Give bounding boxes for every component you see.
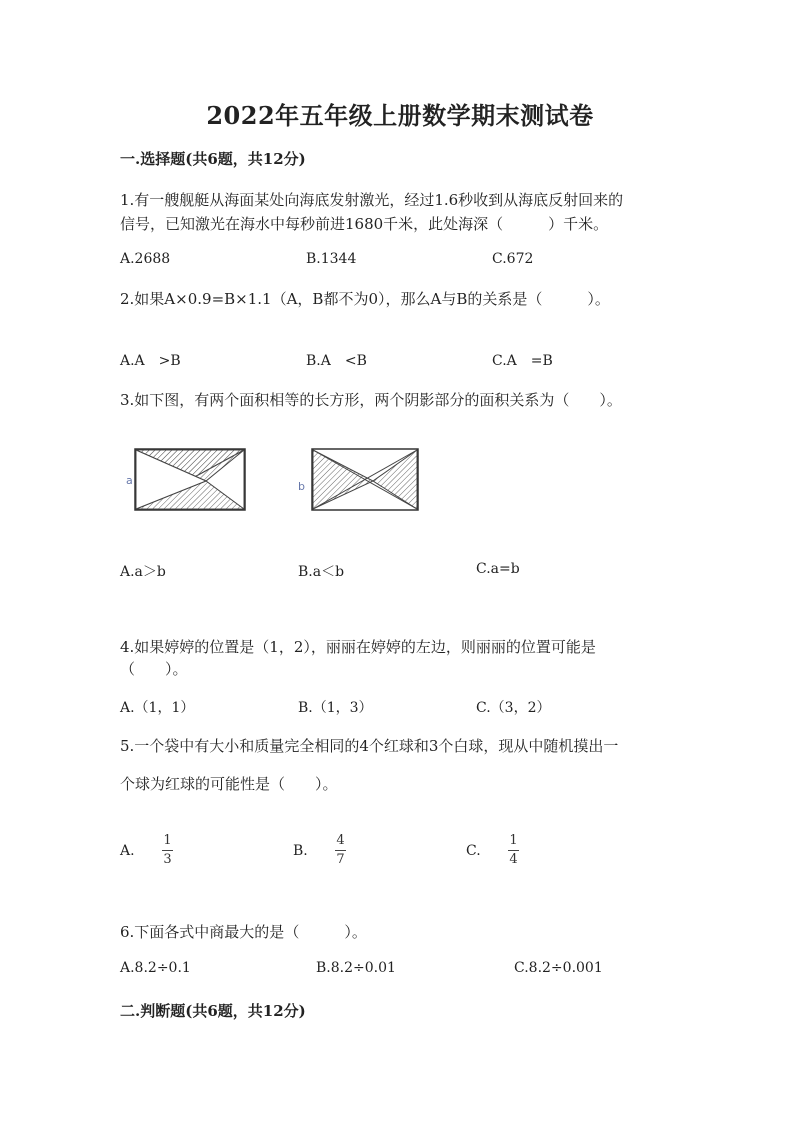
fraction-denominator: 7 — [336, 852, 345, 867]
question-3-option-c: C.a=b — [476, 561, 520, 577]
question-1-text-line2: 信号，已知激光在海水中每秒前进1680千米，此处海深（ ）千米。 — [120, 215, 609, 233]
question-1-option-b: B.1344 — [306, 251, 357, 267]
section-heading-judgement: 二.判断题(共6题，共12分) — [120, 1002, 306, 1020]
question-1-text-line1: 1.有一艘舰艇从海面某处向海底发射激光，经过1.6秒收到从海底反射回来的 — [120, 191, 624, 209]
rectangle-figure-b — [311, 448, 419, 511]
question-4-text-line2: （ ）。 — [120, 660, 188, 678]
fraction-bar — [162, 850, 173, 851]
question-5-option-a-fraction — [162, 834, 173, 867]
question-1-option-c: C.672 — [492, 251, 534, 267]
section-heading-choice: 一.选择题(共6题，共12分) — [120, 150, 306, 168]
page-title: 2022年五年级上册数学期末测试卷 — [206, 101, 594, 130]
question-2-option-b: B.A <B — [306, 353, 367, 369]
question-2-text: 2.如果A×0.9=B×1.1（A，B都不为0），那么A与B的关系是（ ）。 — [120, 290, 610, 308]
question-2-option-c: C.A =B — [492, 353, 553, 369]
question-6-text: 6.下面各式中商最大的是（ ）。 — [120, 923, 367, 941]
figure-a-label: a — [126, 474, 133, 487]
question-4-option-b: B.（1，3） — [298, 700, 373, 716]
question-5-text-line2: 个球为红球的可能性是（ ）。 — [120, 775, 338, 793]
question-6-option-c: C.8.2÷0.001 — [514, 960, 603, 976]
question-3-text: 3.如下图，有两个面积相等的长方形，两个阴影部分的面积关系为（ ）。 — [120, 391, 622, 409]
fraction-bar — [508, 850, 519, 851]
question-4-option-c: C.（3，2） — [476, 700, 551, 716]
question-2-option-a: A.A >B — [120, 353, 181, 369]
question-5-text-line1: 5.一个袋中有大小和质量完全相同的4个红球和3个白球，现从中随机摸出一 — [120, 737, 619, 755]
fraction-numerator: 1 — [163, 833, 172, 848]
question-4-option-a: A.（1，1） — [120, 700, 195, 716]
question-1-option-a: A.2688 — [120, 251, 171, 267]
question-4-text-line1: 4.如果婷婷的位置是（1，2），丽丽在婷婷的左边，则丽丽的位置可能是 — [120, 638, 596, 656]
fraction-bar — [335, 850, 346, 851]
question-5-option-c-letter: C. — [466, 843, 481, 859]
fraction-denominator: 3 — [163, 852, 172, 867]
question-3-option-a: A.a＞b — [120, 564, 166, 580]
question-3-option-b: B.a＜b — [298, 564, 345, 580]
figure-b-label: b — [298, 480, 305, 493]
fraction-numerator: 1 — [509, 833, 518, 848]
question-6-option-b: B.8.2÷0.01 — [316, 960, 396, 976]
question-5-option-b-fraction — [335, 834, 346, 867]
question-5-option-c-fraction — [508, 834, 519, 867]
question-5-option-b-letter: B. — [293, 843, 308, 859]
question-5-option-a-letter: A. — [120, 843, 135, 859]
fraction-denominator: 4 — [509, 852, 518, 867]
fraction-numerator: 4 — [336, 833, 345, 848]
question-6-option-a: A.8.2÷0.1 — [120, 960, 191, 976]
rectangle-figure-a — [134, 448, 246, 511]
